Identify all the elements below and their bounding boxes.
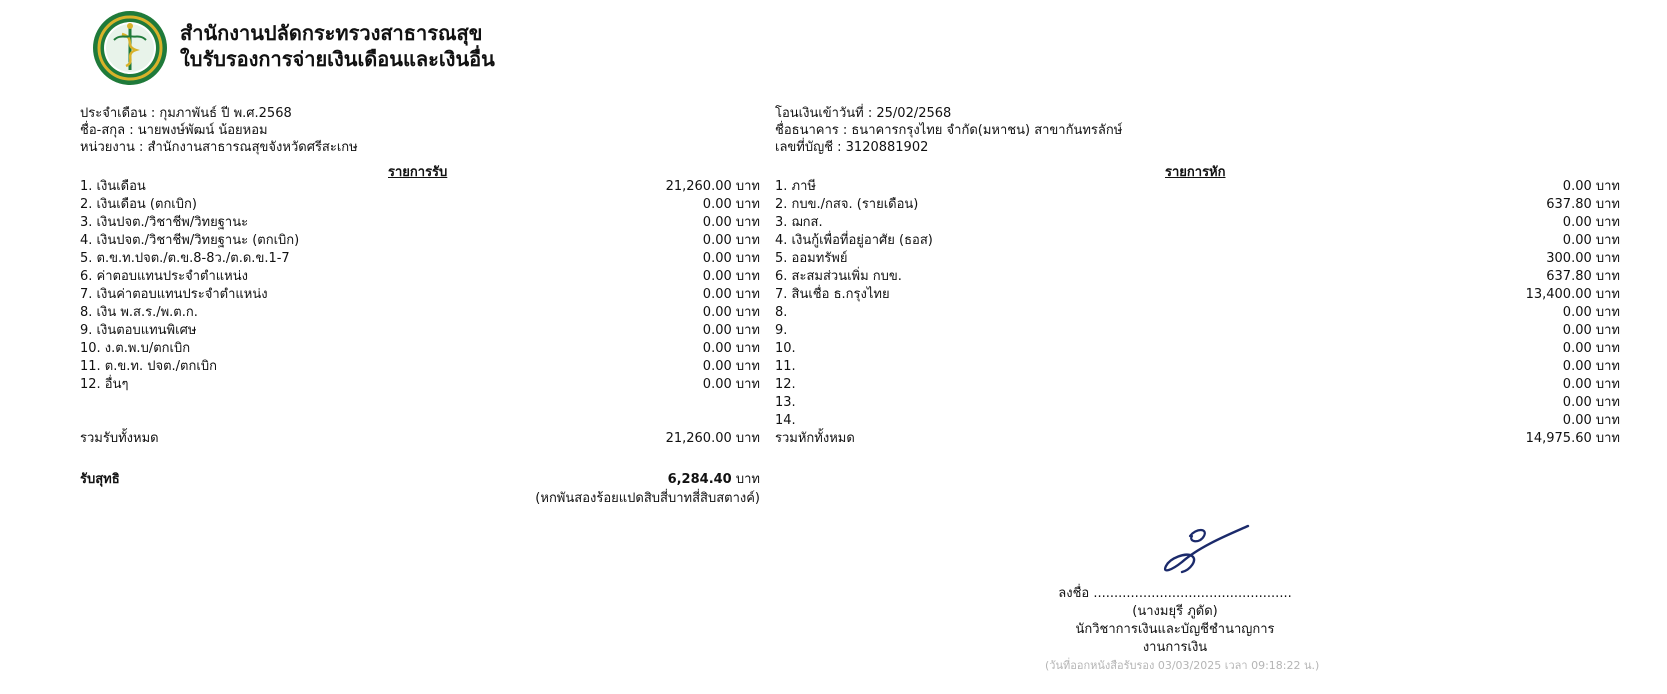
pay-month: ประจำเดือน : กุมภาพันธ์ ปี พ.ศ.2568 [80,106,292,121]
income-amount: 0.00 บาท [702,341,760,356]
income-total-amount: 21,260.00 บาท [665,431,760,446]
bank-info [775,105,1122,156]
signature-block [1045,585,1320,675]
income-total-row [80,430,760,448]
net-pay-unit: บาท [735,472,760,487]
income-list [80,178,760,394]
income-total-label: รวมรับทั้งหมด [80,431,159,446]
signer-position: นักวิชาการเงินและบัญชีชำนาญการ [1075,622,1275,637]
income-amount: 0.00 บาท [702,287,760,302]
deduction-row [775,286,1620,304]
net-pay-label: รับสุทธิ [80,472,120,487]
bank-name: ชื่อธนาคาร : ธนาคารกรุงไทย จำกัด(มหาชน) สาขากันทรลักษ์ [775,123,1123,138]
income-label: 9. เงินตอบแทนพิเศษ [80,323,197,338]
deduction-amount: 0.00 บาท [1562,179,1620,194]
deduction-amount: 637.80 บาท [1546,197,1620,212]
income-label: 1. เงินเดือน [80,179,146,194]
deduction-row [775,250,1620,268]
employee-info [80,105,358,156]
deduction-label: 1. ภาษี [775,179,816,194]
income-row [80,286,760,304]
deduction-total-label: รวมหักทั้งหมด [775,431,855,446]
deduction-amount: 0.00 บาท [1562,413,1620,428]
deduction-amount: 0.00 บาท [1562,323,1620,338]
deduction-label: 3. ฌกส. [775,215,823,230]
income-amount: 21,260.00 บาท [665,179,760,194]
deduction-label: 7. สินเชื่อ ธ.กรุงไทย [775,287,890,302]
income-label: 3. เงินปจต./วิชาชีพ/วิทยฐานะ [80,215,249,230]
transfer-date: โอนเงินเข้าวันที่ : 25/02/2568 [775,106,952,121]
signer-department: งานการเงิน [1142,640,1208,655]
deduction-amount: 0.00 บาท [1562,215,1620,230]
deduction-row [775,268,1620,286]
income-amount: 0.00 บาท [702,215,760,230]
income-amount: 0.00 บาท [702,251,760,266]
deduction-label: 2. กบข./กสจ. (รายเดือน) [775,197,919,212]
income-label: 6. ค่าตอบแทนประจำตำแหน่ง [80,269,248,284]
income-row [80,214,760,232]
deduction-label: 13. [775,395,796,410]
income-label: 7. เงินค่าตอบแทนประจำตำแหน่ง [80,287,268,302]
deduction-label: 14. [775,413,796,428]
income-row [80,250,760,268]
income-amount: 0.00 บาท [702,305,760,320]
deduction-row [775,394,1620,412]
income-amount: 0.00 บาท [702,359,760,374]
deduction-row [775,340,1620,358]
net-pay-in-words: (หกพันสองร้อยแปดสิบสี่บาทสี่สิบสตางค์) [535,491,760,506]
deduction-label: 9. [775,323,788,338]
net-pay-value: 6,284.40 [667,472,732,487]
signer-name: (นางมยุรี ภูดัด) [1132,604,1218,619]
deduction-label: 6. สะสมส่วนเพิ่ม กบข. [775,269,902,284]
handwritten-signature [1160,522,1260,576]
income-row [80,268,760,286]
deduction-amount: 0.00 บาท [1562,305,1620,320]
deduction-row [775,412,1620,430]
deduction-row [775,178,1620,196]
income-amount: 0.00 บาท [702,377,760,392]
deduction-total-row [775,430,1620,448]
income-label: 10. ง.ต.พ.บ/ตกเบิก [80,341,191,356]
income-label: 2. เงินเดือน (ตกเบิก) [80,197,197,212]
income-amount: 0.00 บาท [702,197,760,212]
deduction-amount: 637.80 บาท [1546,269,1620,284]
deduction-row [775,322,1620,340]
income-amount: 0.00 บาท [702,233,760,248]
deduction-row [775,196,1620,214]
income-row [80,304,760,322]
deduction-row [775,358,1620,376]
deduction-row [775,304,1620,322]
deduction-list [775,178,1620,430]
income-row [80,340,760,358]
deduction-amount: 0.00 บาท [1562,395,1620,410]
deduction-amount: 0.00 บาท [1562,377,1620,392]
income-label: 5. ต.ข.ท.ปจต./ต.ข.8-8ว./ต.ด.ข.1-7 [80,251,290,266]
deduction-row [775,232,1620,250]
net-pay-amount [668,468,760,489]
deduction-section-title: รายการหัก [1165,165,1226,180]
document-header [180,20,495,72]
issued-timestamp: (วันที่ออกหนังสือรับรอง 03/03/2025 เวลา 09:18:22 น.) [1045,659,1320,672]
deduction-label: 11. [775,359,796,374]
income-amount: 0.00 บาท [702,269,760,284]
deduction-row [775,214,1620,232]
income-row [80,232,760,250]
income-amount: 0.00 บาท [702,323,760,338]
deduction-label: 5. ออมทรัพย์ [775,251,848,266]
account-number: เลขที่บัญชี : 3120881902 [775,140,929,155]
income-row [80,178,760,196]
org-name: สำนักงานปลัดกระทรวงสาธารณสุข [180,21,483,45]
deduction-amount: 0.00 บาท [1562,341,1620,356]
moph-logo [92,10,168,86]
income-label: 11. ต.ข.ท. ปจต./ตกเบิก [80,359,217,374]
income-label: 12. อื่นๆ [80,377,129,392]
deduction-label: 4. เงินกู้เพื่อที่อยู่อาศัย (ธอส) [775,233,933,248]
deduction-amount: 0.00 บาท [1562,359,1620,374]
deduction-total-amount: 14,975.60 บาท [1525,431,1620,446]
deduction-label: 12. [775,377,796,392]
deduction-label: 10. [775,341,796,356]
deduction-label: 8. [775,305,788,320]
employee-unit: หน่วยงาน : สำนักงานสาธารณสุขจังหวัดศรีสะเกษ [80,140,358,155]
income-row [80,358,760,376]
deduction-amount: 300.00 บาท [1546,251,1620,266]
document-title: ใบรับรองการจ่ายเงินเดือนและเงินอื่น [180,47,495,71]
income-row [80,196,760,214]
income-section-title: รายการรับ [388,165,448,180]
deduction-amount: 13,400.00 บาท [1525,287,1620,302]
deduction-row [775,376,1620,394]
sign-line: ลงชื่อ ................................................ [1058,586,1292,601]
deduction-amount: 0.00 บาท [1562,233,1620,248]
income-row [80,376,760,394]
income-label: 4. เงินปจต./วิชาชีพ/วิทยฐานะ (ตกเบิก) [80,233,300,248]
income-label: 8. เงิน พ.ส.ร./พ.ต.ก. [80,305,198,320]
employee-name: ชื่อ-สกุล : นายพงษ์พัฒน์ น้อยหอม [80,123,268,138]
income-row [80,322,760,340]
